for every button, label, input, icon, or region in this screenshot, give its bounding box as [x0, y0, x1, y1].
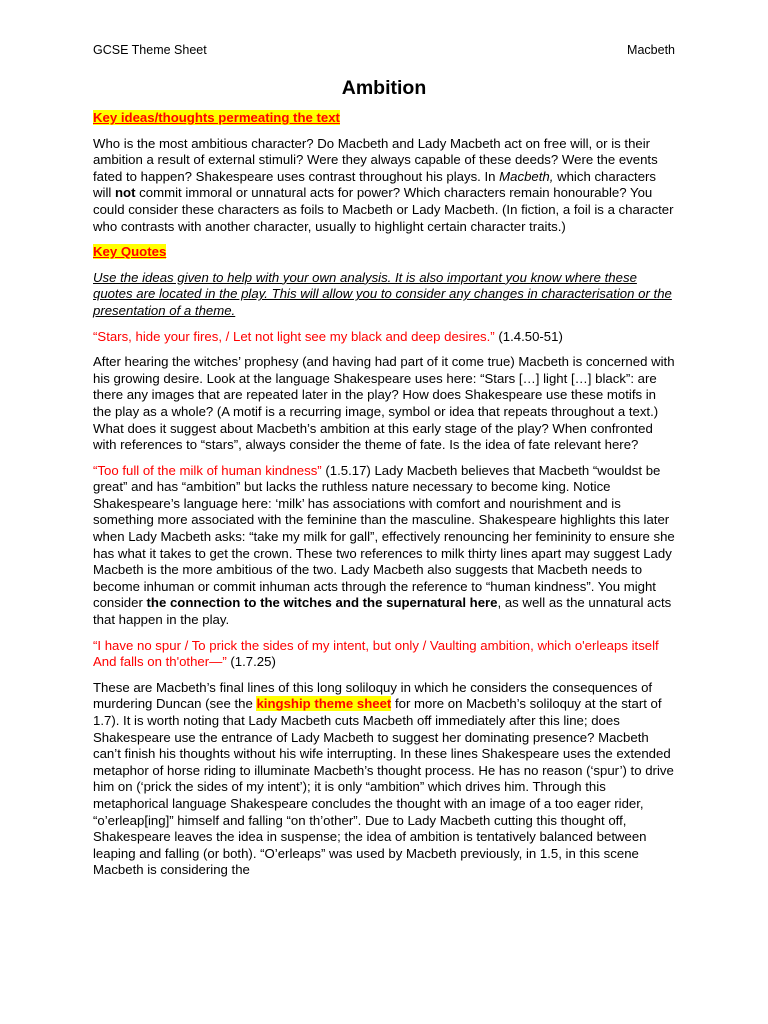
page-title: Ambition — [341, 77, 427, 99]
quote-2: “Too full of the milk of human kindness” — [93, 462, 322, 478]
analysis-3-text-a: These are Macbeth’s final lines of this long soliloquy in which he considers the consequences of murdering Duncan (see the — [93, 679, 653, 712]
quote-1-ref: (1.4.50-51) — [494, 328, 563, 344]
header-left-text: GCSE Theme Sheet — [93, 43, 207, 57]
analysis-paragraph-3 — [93, 680, 675, 879]
key-ideas-text-b: which characters will — [93, 168, 657, 201]
key-ideas-paragraph — [93, 136, 675, 236]
play-title-italic: Macbeth, — [499, 168, 554, 184]
page-header — [93, 43, 675, 59]
key-ideas-heading: Key ideas/thoughts permeating the text — [93, 110, 340, 125]
document-body — [93, 77, 675, 888]
analysis-paragraph-1: After hearing the witches’ prophesy (and having had part of it come true) Macbeth is concerned with his growing desire. Look at the language Shakespeare uses here: “Stars […] light […] black”: are there any images that are repeated later in the play? How does Shakespeare use these motifs in the play as a whole? (A motif is a recurring image, symbol or idea that repeats throughout a text.) What does it suggest about Macbeth’s ambition at this early stage of the play? When confronted with references to “stars”, always consider the theme of fate. Is the idea of fate relevant here? — [93, 354, 675, 453]
not-bold: not — [114, 185, 136, 201]
instructions-note: Use the ideas given to help with your own analysis. It is also important you know where these quotes are located in the play. This will allow you to consider any changes in characterisation or the presentation of a theme. — [93, 269, 672, 318]
key-ideas-text-a: Who is the most ambitious character? Do Macbeth and Lady Macbeth act on free will, or is their ambition a result of external stimuli? Were they always capable of these deeds? Were the events fated to happen? Shakespeare uses contrast throughout his plays. In — [93, 135, 658, 184]
key-ideas-text-c: commit immoral or unnatural acts for power? Which characters remain honourable? You could consider these characters as foils to Macbeth or Lady Macbeth. (In fiction, a foil is a character who contrasts with another character, usually to highlight certain character traits.) — [93, 185, 674, 234]
quote-1: “Stars, hide your fires, / Let not light see my black and deep desires.” — [93, 328, 495, 344]
quote-3-ref: (1.7.25) — [226, 654, 276, 670]
header-right-text: Macbeth — [627, 43, 675, 57]
analysis-2-text-a: (1.5.17) Lady Macbeth believes that Macbeth “wouldst be great” and has “ambition” but lacks the ruthless nature necessary to become king. Notice Shakespeare’s language here: ‘milk’ has associations with comfort and nourishment and is something more associated with the feminine than the masculine. Shakespeare highlights this later when Lady Macbeth asks: “take my milk for gall”, effectively renouncing her femininity to ensure she has what it takes to get the crown. These two references to milk thirty lines apart may suggest Lady Macbeth is the more ambitious of the two. Lady Macbeth also suggests that Macbeth needs to become inhuman or commit inhuman acts through the reference to “human kindness”. You might consider — [93, 462, 675, 611]
analysis-2-bold: the connection to the witches and the supernatural here — [146, 595, 498, 611]
key-quotes-heading: Key Quotes — [93, 244, 167, 260]
analysis-paragraph-2 — [93, 463, 675, 629]
analysis-3-text-b: for more on Macbeth’s soliloquy at the start of 1.7). It is worth noting that Lady Macbeth cuts Macbeth off immediately after this line; does Shakespeare use the entrance of Lady Macbeth to suggest her dominating presence? Macbeth can’t finish his thoughts without his wife interrupting. In these lines Shakespeare uses the extended metaphor of horse riding to illuminate Macbeth’s thought process. He has no reason (‘spur’) to drive him on (‘prick the sides of my intent’); it is only “ambition” which drives him. Through this metaphorical language Shakespeare concludes the thought with an image of a too eager rider, “o’erleap[ing]” himself and falling “on th’other”. Due to Lady Macbeth cutting this thought off, Shakespeare leaves the idea in suspense; the idea of ambition is tentatively balanced between leaping and falling (or both). “O’erleaps” was used by Macbeth previously, in 1.5, in this scene Macbeth is considering the — [93, 696, 674, 878]
quote-3: “I have no spur / To prick the sides of my intent, but only / Vaulting ambition, which o'erleaps itself And falls on th'other—” — [93, 637, 659, 670]
analysis-2-text-c: , as well as the unnatural acts that happen in the play. — [93, 595, 672, 628]
quote-1-line — [93, 329, 675, 346]
quote-3-line — [93, 638, 675, 671]
key-quotes-heading-wrap — [93, 244, 675, 261]
key-ideas-heading-wrap — [93, 110, 675, 127]
kingship-theme-sheet-highlight: kingship theme sheet — [256, 696, 392, 712]
